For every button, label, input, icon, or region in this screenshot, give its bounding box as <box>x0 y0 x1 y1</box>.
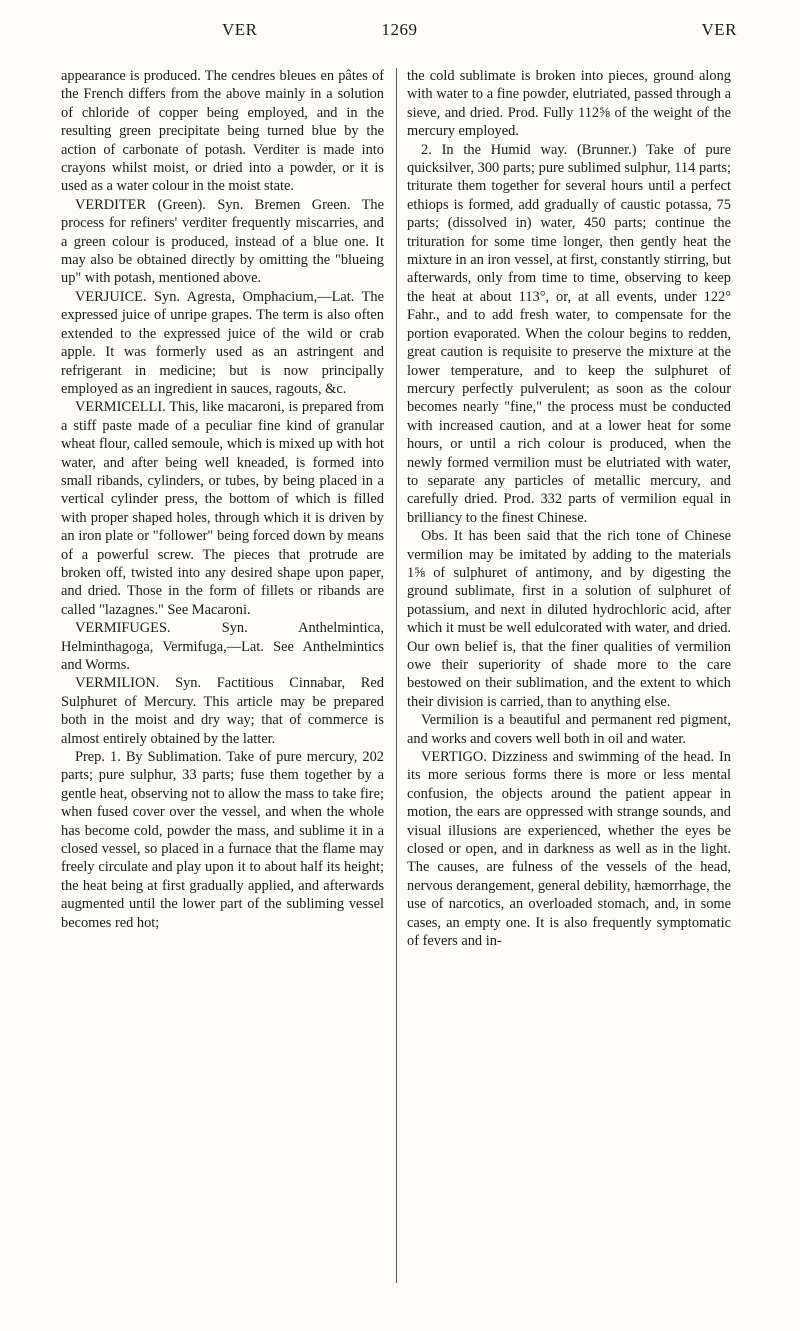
paragraph: Obs. It has been said that the rich tone of Chinese vermilion may be imitated by adding to the materials 1⅝ of sulphuret of antimony, and by digesting the ground sublimate, first in a solution of sulphuret of potassium, and next in diluted hydrochloric acid, after which it must be well edulcorated with water, and dried. Our own belief is, that the finer qualities of vermilion owe their superiority of shade more to the care bestowed on their sublimation, and the extent to which their division is carried, than to anything else. <box>407 528 731 710</box>
right-column <box>407 67 731 951</box>
paragraph: Vermilion is a beautiful and permanent red pigment, and works and covers well both in oil and water. <box>407 712 731 747</box>
header-right: VER <box>701 20 737 39</box>
paragraph: Prep. 1. By Sublimation. Take of pure mercury, 202 parts; pure sulphur, 33 parts; fuse them together by a gentle heat, observing not to allow the mass to take fire; when fused cover over the vessel, and when the whole has become cold, powder the mass, and sublime it in a closed vessel, so placed in a furnace that the flame may freely circulate and play upon it to about half its height; the heat being at first gradually applied, and afterwards augmented until the lower part of the subliming vessel becomes red hot; <box>61 749 384 931</box>
entry-verditer-green: VERDITER (Green). Syn. Bremen Green. The process for refiners' verditer frequently miscarries, and a green colour is produced, instead of a blue one. It may also be obtained directly by omitting the "blueing up" with potash, mentioned above. <box>61 196 384 287</box>
entry-vermilion: VERMILION. Syn. Factitious Cinnabar, Red Sulphuret of Mercury. This article may be prepared both in the moist and dry way; that of commerce is almost entirely obtained by the latter. <box>61 675 384 747</box>
paragraph: the cold sublimate is broken into pieces, ground along with water to a fine powder, elutriated, passed through a sieve, and dried. Prod. Fully 112⅝ of the weight of the mercury employed. <box>407 68 731 140</box>
running-header <box>62 20 737 48</box>
left-column <box>61 67 384 932</box>
paragraph: 2. In the Humid way. (Brunner.) Take of pure quicksilver, 300 parts; pure sublimed sulphur, 114 parts; triturate them together for several hours until a perfect ethiops is formed, add gradually of caustic potassa, 75 parts; (dissolved in) water, 450 parts; continue the trituration for some time longer, then gently heat the mixture in an iron vessel, at first, constantly stirring, but afterwards, only from time to time, observing to keep the heat at about 113°, or, at all events, under 122° Fahr., and to add fresh water, to compensate for the portion evaporated. When the colour begins to redden, great caution is requisite to preserve the mixture at the lower temperature, and to keep the sulphuret of mercury perfectly pulverulent; as soon as the colour becomes nearly "fine," the process must be conducted with increased caution, and at a lower heat for some hours, or until a rich colour is produced, when the newly formed vermilion must be elutriated with water, to separate any particles of metallic mercury, and carefully dried. Prod. 332 parts of vermilion equal in brilliancy to the finest Chinese. <box>407 141 731 526</box>
column-divider <box>396 68 397 1283</box>
entry-vertigo: VERTIGO. Dizziness and swimming of the head. In its more serious forms there is more or less mental confusion, the objects around the patient appear in motion, the ears are oppressed with strange sounds, and visual illusions are experienced, whether the eyes be closed or open, and in darkness as well as in the light. The causes, are fulness of the vessels of the head, nervous derangement, general debility, hæmorrhage, the use of narcotics, an overloaded stomach, and, in some cases, an empty one. It is also frequently symptomatic of fevers and in- <box>407 749 731 950</box>
entry-vermicelli: VERMICELLI. This, like macaroni, is prepared from a stiff paste made of a peculiar fine kind of granular wheat flour, called semoule, which is mixed up with hot water, and after being well kneaded, is formed into small ribands, cylinders, or tubes, by being placed in a vertical cylinder press, the bottom of which is filled with proper shaped holes, through which it is driven by an iron plate or "follower" being forced down by means of a powerful screw. The pieces that protrude are broken off, twisted into any desired shape upon paper, and dried. Those in the form of fillets or ribands are called "lazagnes." See Macaroni. <box>61 399 384 618</box>
entry-verjuice: VERJUICE. Syn. Agresta, Omphacium,—Lat. The expressed juice of unripe grapes. The term is also often extended to the expressed juice of the wild or crab apple. It was formerly used as an astringent and refrigerant in medicine; but is now principally employed as an ingredient in sauces, ragouts, &c. <box>61 288 384 397</box>
paragraph: appearance is produced. The cendres bleues en pâtes of the French differs from the above mainly in a solution of chloride of copper being employed, and in the resulting green precipitate being turned blue by the action of carbonate of potash. Verditer is made into crayons whilst moist, or dried into a powder, or it is used as a water colour in the moist state. <box>61 68 384 195</box>
entry-vermifuges: VERMIFUGES. Syn. Anthelmintica, Helminthagoga, Vermifuga,—Lat. See Anthelmintics and Worms. <box>61 620 384 673</box>
header-left: VER <box>222 20 258 39</box>
page-number: 1269 <box>381 20 418 39</box>
